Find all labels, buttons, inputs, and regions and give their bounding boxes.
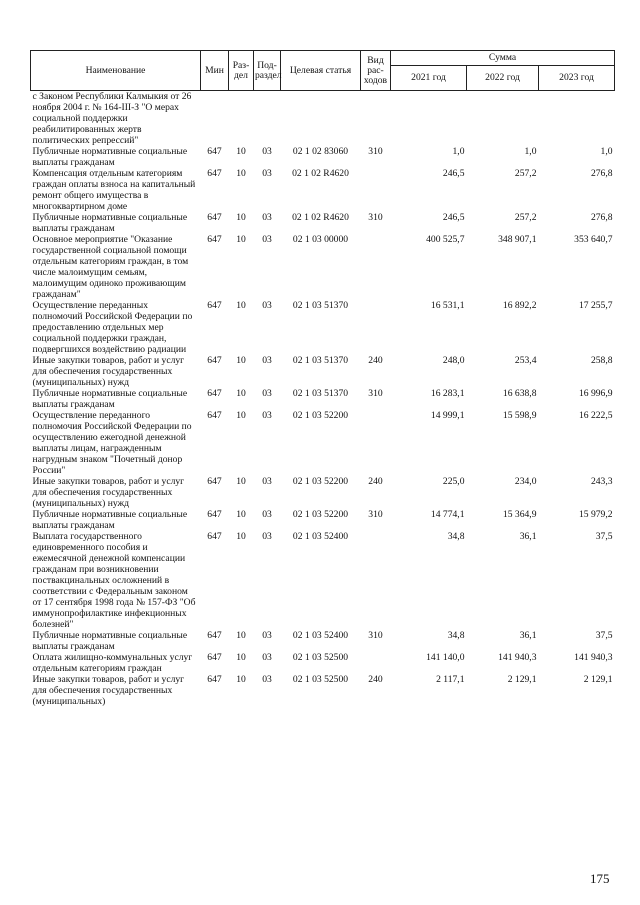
row-2023: 141 940,3 [574,652,613,663]
row-name: Оплата жилищно-коммунальных услуг отдельным категориям граждан [32,652,193,674]
row-target: 02 1 03 52500 [292,674,349,685]
row-podrazdel: 03 [262,234,272,245]
row-2021: 246,5 [442,212,465,223]
row-name: Основное мероприятие "Оказание государственной социальной помощи отдельным категориям граждан, в том числе малоимущим семьям, малоимущим одиноко проживающим гражданам" [32,234,189,300]
row-name: Выплата государственного единовременного пособия и ежемесячной денежной компенсации гражданам при возникновении поствакцинальных осложнений в соответствии с Федеральным законом от 17 сентября 1998 года № 157-ФЗ "Об иммунопрофилактике инфекционных болезней" [32,531,196,630]
row-podrazdel: 03 [262,355,272,366]
row-2022: 141 940,3 [498,652,537,663]
page-number: 175 [590,871,610,886]
row-min: 647 [207,146,222,157]
row-target [281,91,361,147]
row-vid: 310 [368,388,383,399]
row-vid: 240 [368,476,383,487]
row-vid [361,531,391,630]
row-vid: 310 [368,146,383,157]
row-2023: 16 996,9 [578,388,613,399]
row-2021: 16 531,1 [430,300,465,311]
row-razdel: 10 [236,300,246,311]
row-target: 02 1 03 51370 [292,300,349,311]
row-target: 02 1 02 R4620 [292,212,349,223]
row-min [201,91,229,147]
row-razdel: 10 [236,674,246,685]
row-vid: 310 [368,509,383,520]
row-2021: 14 999,1 [430,410,465,421]
row-name: Компенсация отдельным категориям граждан оплаты взноса на капитальный ремонт общего имущества в многоквартирном доме [32,168,196,212]
row-vid [361,300,391,355]
row-min: 647 [207,212,222,223]
row-name: Иные закупки товаров, работ и услуг для обеспечения государственных (муниципальных) нужд [32,476,185,509]
row-2022: 16 638,8 [502,388,537,399]
row-2022: 348 907,1 [498,234,537,245]
row-2021: 2 117,1 [436,674,465,685]
row-2023: 1,0 [600,146,613,157]
row-2022: 15 598,9 [502,410,537,421]
row-min: 647 [207,509,222,520]
row-podrazdel: 03 [262,674,272,685]
row-podrazdel: 03 [262,168,272,179]
row-target: 02 1 02 83060 [292,146,349,157]
row-name: с Законом Республики Калмыкия от 26 ноября 2004 г. № 164-III-З "О мерах социальной поддержки реабилитированных жертв политических репрессий" [32,91,192,146]
row-2023: 15 979,2 [578,509,613,520]
row-2023: 17 255,7 [578,300,613,311]
row-podrazdel: 03 [262,388,272,399]
row-2022: 36,1 [519,630,537,641]
row-vid: 310 [368,630,383,641]
row-vid [361,91,391,147]
table-row [31,146,615,168]
row-2021: 246,5 [442,168,465,179]
row-target: 02 1 03 52500 [292,652,349,663]
row-2023: 353 640,7 [574,234,613,245]
row-razdel: 10 [236,410,246,421]
budget-table [30,50,615,707]
header-razdel: Раз-дел [229,51,254,91]
row-vid: 240 [368,674,383,685]
row-name: Публичные нормативные социальные выплаты гражданам [32,146,188,168]
row-min: 647 [207,531,222,542]
row-name: Осуществление переданных полномочий Российской Федерации по предоставлению отдельных мер социальной поддержки граждан, подвергшихся воздействию радиации [32,300,193,355]
row-razdel: 10 [236,388,246,399]
row-podrazdel: 03 [262,212,272,223]
header-podrazdel: Под-раздел [254,51,281,91]
row-2023: 37,5 [595,630,613,641]
row-vid: 310 [368,212,383,223]
table-row [31,388,615,410]
row-2022: 257,2 [514,212,537,223]
row-razdel: 10 [236,630,246,641]
row-vid [361,168,391,212]
row-2021: 34,8 [447,630,465,641]
row-2022: 15 364,9 [502,509,537,520]
table-body [31,91,615,708]
row-2022 [467,91,539,147]
row-target: 02 1 03 52400 [292,531,349,542]
row-razdel [229,91,254,147]
row-target: 02 1 03 52200 [292,410,349,421]
header-2023: 2023 год [539,66,615,91]
row-2021: 1,0 [452,146,465,157]
header-min: Мин [201,51,229,91]
row-target: 02 1 03 51370 [292,388,349,399]
row-2023: 276,8 [590,168,613,179]
row-target: 02 1 03 51370 [292,355,349,366]
row-2023: 37,5 [595,531,613,542]
row-razdel: 10 [236,355,246,366]
row-2021: 16 283,1 [430,388,465,399]
row-podrazdel: 03 [262,146,272,157]
row-podrazdel [254,91,281,147]
row-razdel: 10 [236,509,246,520]
row-razdel: 10 [236,531,246,542]
row-min: 647 [207,674,222,685]
row-2022: 234,0 [514,476,537,487]
row-podrazdel: 03 [262,509,272,520]
row-2022: 257,2 [514,168,537,179]
table-row [31,630,615,652]
row-2023: 2 129,1 [583,674,613,685]
row-name: Иные закупки товаров, работ и услуг для обеспечения государственных (муниципальных) нужд [32,355,185,388]
row-2021 [391,91,467,147]
row-2022: 253,4 [514,355,537,366]
row-min: 647 [207,630,222,641]
row-podrazdel: 03 [262,410,272,421]
row-2023: 16 222,5 [578,410,613,421]
row-2022: 1,0 [524,146,537,157]
row-razdel: 10 [236,168,246,179]
row-razdel: 10 [236,146,246,157]
header-target: Целевая статья [281,51,361,91]
row-2023: 258,8 [590,355,613,366]
row-name: Публичные нормативные социальные выплаты гражданам [32,388,188,410]
row-2021: 225,0 [442,476,465,487]
row-podrazdel: 03 [262,531,272,542]
row-min: 647 [207,476,222,487]
table-row [31,674,615,707]
table-row [31,531,615,630]
header-sum: Сумма [391,51,615,66]
table-row [31,300,615,355]
header-2021: 2021 год [391,66,467,91]
row-name: Публичные нормативные социальные выплаты гражданам [32,212,188,234]
row-2022: 16 892,2 [502,300,537,311]
row-razdel: 10 [236,476,246,487]
row-name: Публичные нормативные социальные выплаты гражданам [32,630,188,652]
row-razdel: 10 [236,234,246,245]
row-target: 02 1 03 00000 [292,234,349,245]
row-2022: 36,1 [519,531,537,542]
table-row [31,168,615,212]
row-2021: 400 525,7 [426,234,465,245]
row-2021: 248,0 [442,355,465,366]
row-min: 647 [207,652,222,663]
row-vid: 240 [368,355,383,366]
table-row [31,234,615,300]
row-podrazdel: 03 [262,476,272,487]
row-2023: 276,8 [590,212,613,223]
table-row [31,355,615,388]
row-min: 647 [207,300,222,311]
row-vid [361,652,391,674]
header-vid: Вид рас-ходов [361,51,391,91]
row-target: 02 1 02 R4620 [292,168,349,179]
row-2021: 141 140,0 [426,652,465,663]
row-min: 647 [207,234,222,245]
row-razdel: 10 [236,212,246,223]
row-min: 647 [207,355,222,366]
row-target: 02 1 03 52400 [292,630,349,641]
row-2023 [539,91,615,147]
row-name: Публичные нормативные социальные выплаты гражданам [32,509,188,531]
header-name: Наименование [31,51,201,91]
table-row [31,476,615,509]
table-row [31,652,615,674]
row-2022: 2 129,1 [507,674,537,685]
table-row [31,212,615,234]
table-row [31,91,615,147]
row-min: 647 [207,168,222,179]
header-2022: 2022 год [467,66,539,91]
row-min: 647 [207,388,222,399]
row-podrazdel: 03 [262,652,272,663]
row-podrazdel: 03 [262,300,272,311]
row-2023: 243,3 [590,476,613,487]
table-row [31,509,615,531]
row-vid [361,234,391,300]
row-name: Осуществление переданного полномочия Российской Федерации по осуществлению ежегодной денежной выплаты лицам, награжденным нагрудным знаком "Почетный донор России" [32,410,192,476]
row-2021: 14 774,1 [430,509,465,520]
row-2021: 34,8 [447,531,465,542]
table-header [31,51,615,91]
row-min: 647 [207,410,222,421]
row-vid [361,410,391,476]
row-podrazdel: 03 [262,630,272,641]
row-name: Иные закупки товаров, работ и услуг для обеспечения государственных (муниципальных) [32,674,185,707]
row-target: 02 1 03 52200 [292,509,349,520]
row-razdel: 10 [236,652,246,663]
table-row [31,410,615,476]
row-target: 02 1 03 52200 [292,476,349,487]
